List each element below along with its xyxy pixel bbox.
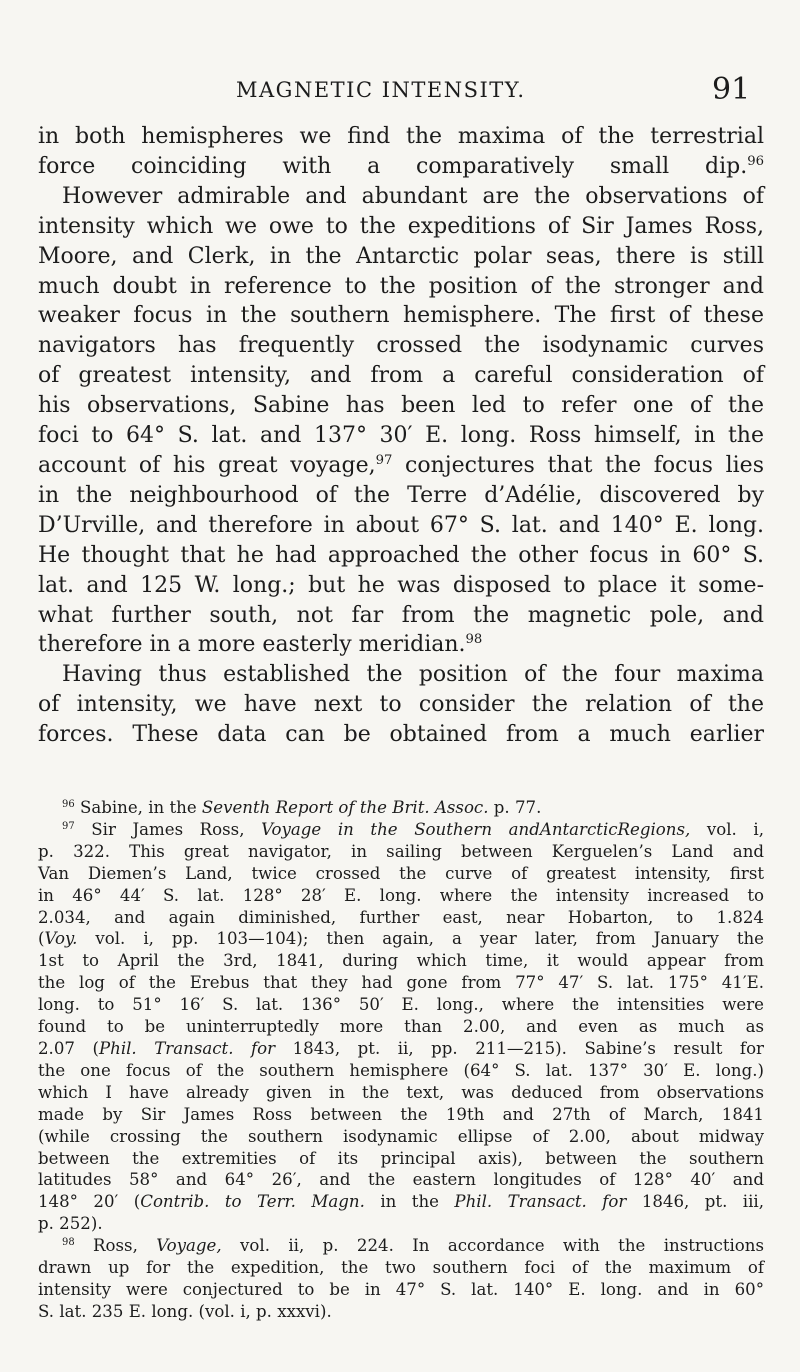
running-title: MAGNETIC INTENSITY. <box>236 78 526 102</box>
body-line: much doubt in reference to the position of the stronger and <box>38 273 764 299</box>
body-line: forces. These data can be obtained from a much earlier <box>38 722 764 748</box>
body-line: in both hemispheres we find the maxima of the terrestrial <box>38 124 764 149</box>
footnote-line: the one focus of the southern hemisphere (64° S. lat. 137° 30′ E. long.) <box>38 1060 764 1080</box>
footnote-marker-98: 98 <box>62 1237 75 1249</box>
footnote-96: $^{96}$ Sabine, in the Seventh Report of the Brit. Assoc. p. 77. <box>62 798 542 817</box>
body-line: foci to 64° S. lat. and 137° 30′ E. long. Ross himself, in the <box>38 423 764 449</box>
footnote-line: (while crossing the southern isodynamic ellipse of 2.00, about midway <box>38 1126 764 1146</box>
footnote-ref-97: 97 <box>375 453 393 469</box>
footnote-line: 2.07 (Phil. Transact. for 1843, pt. ii, pp. 211—215). Sabine’s result for <box>38 1038 764 1058</box>
body-line: of intensity, we have next to consider the relation of the <box>38 692 764 718</box>
body-line: He thought that he had approached the other focus in 60° S. <box>38 542 764 568</box>
footnote-ref-98: 98 <box>465 632 483 648</box>
footnote-line: (Voy. vol. i, pp. 103—104); then again, a year later, from January the <box>38 929 764 949</box>
cited-title: Phil. Transact. for <box>454 1192 627 1212</box>
footnote-line: 1st to April the 3rd, 1841, during which time, it would appear from <box>38 951 764 971</box>
footnote-line: in 46° 44′ S. lat. 128° 28′ E. long. where the intensity increased to <box>38 885 764 905</box>
footnote-line: made by Sir James Ross between the 19th and 27th of March, 1841 <box>38 1104 764 1124</box>
footnotes <box>38 797 764 1323</box>
footnote-line: Van Diemen’s Land, twice crossed the curve of greatest intensity, first <box>38 863 764 883</box>
cited-title: Voy. <box>44 929 78 949</box>
body-line: force coinciding with a comparatively small dip.$^{96}$ <box>38 153 764 179</box>
body-line: lat. and 125 W. long.; but he was disposed to place it some- <box>38 572 764 598</box>
footnote-line: p. 252). <box>38 1214 103 1234</box>
body-line: navigators has frequently crossed the isodynamic curves <box>38 333 764 359</box>
body-line: intensity which we owe to the expeditions of Sir James Ross, <box>38 213 764 239</box>
body-line: in the neighbourhood of the Terre d’Adélie, discovered by <box>38 482 764 508</box>
body-line: of greatest intensity, and from a careful consideration of <box>38 363 764 389</box>
footnote-line: 2.034, and again diminished, further east, near Hobarton, to 1.824 <box>38 907 764 927</box>
footnote-ref-96: 96 <box>747 154 764 169</box>
body-line: However admirable and abundant are the observations of <box>62 183 764 209</box>
body-line: Having thus established the position of the four maxima <box>62 662 764 688</box>
footnote-line: which I have already given in the text, was deduced from observations <box>38 1082 764 1102</box>
footnote-line: p. 322. This great navigator, in sailing between Kerguelen’s Land and <box>38 841 764 861</box>
body-line: D’Urville, and therefore in about 67° S. lat. and 140° E. long. <box>38 512 764 538</box>
cited-title: Seventh Report of the Brit. Assoc. <box>201 798 489 817</box>
footnote-line: intensity were conjectured to be in 47° S. lat. 140° E. long. and in 60° <box>38 1279 764 1299</box>
page-number: 91 <box>712 72 751 107</box>
body-line: what further south, not far from the magnetic pole, and <box>38 602 764 628</box>
cited-title: Voyage, <box>156 1236 222 1256</box>
cited-title: Phil. Transact. for <box>98 1038 276 1058</box>
body-line: account of his great voyage,$^{97}$ conjectures that the focus lies <box>38 452 764 478</box>
body-line: his observations, Sabine has been led to refer one of the <box>38 393 764 419</box>
body-text <box>38 122 764 750</box>
footnote-marker-96: 96 <box>62 799 75 811</box>
running-head <box>0 72 800 108</box>
footnote-marker-97: 97 <box>62 820 75 832</box>
body-line: weaker focus in the southern hemisphere. The first of these <box>38 303 764 329</box>
body-line: therefore in a more easterly meridian.$^{98}$ <box>38 632 483 658</box>
footnote-line: latitudes 58° and 64° 26′, and the eastern longitudes of 128° 40′ and <box>38 1170 764 1190</box>
footnote-line: the log of the Erebus that they had gone from 77° 47′ S. lat. 175° 41′E. <box>38 973 764 993</box>
cited-title: Voyage in the Southern andAntarcticRegions, <box>261 819 691 839</box>
footnote-97: $^{97}$ Sir James Ross, Voyage in the Southern andAntarcticRegions, vol. i, <box>62 819 764 839</box>
cited-title: Contrib. to Terr. Magn. <box>140 1192 365 1212</box>
footnote-line: S. lat. 235 E. long. (vol. i, p. xxxvi). <box>38 1301 332 1321</box>
footnote-line: drawn up for the expedition, the two southern foci of the maximum of <box>38 1258 764 1278</box>
footnote-line: between the extremities of its principal axis), between the southern <box>38 1148 764 1168</box>
footnote-98: $^{98}$ Ross, Voyage, vol. ii, p. 224. In accordance with the instructions <box>62 1236 764 1256</box>
body-line: Moore, and Clerk, in the Antarctic polar seas, there is still <box>38 243 764 269</box>
footnote-line: found to be uninterruptedly more than 2.00, and even as much as <box>38 1017 764 1037</box>
footnote-line: 148° 20′ (Contrib. to Terr. Magn. in the Phil. Transact. for 1846, pt. iii, <box>38 1192 765 1212</box>
footnote-line: long. to 51° 16′ S. lat. 136° 50′ E. long., where the intensities were <box>38 995 764 1015</box>
